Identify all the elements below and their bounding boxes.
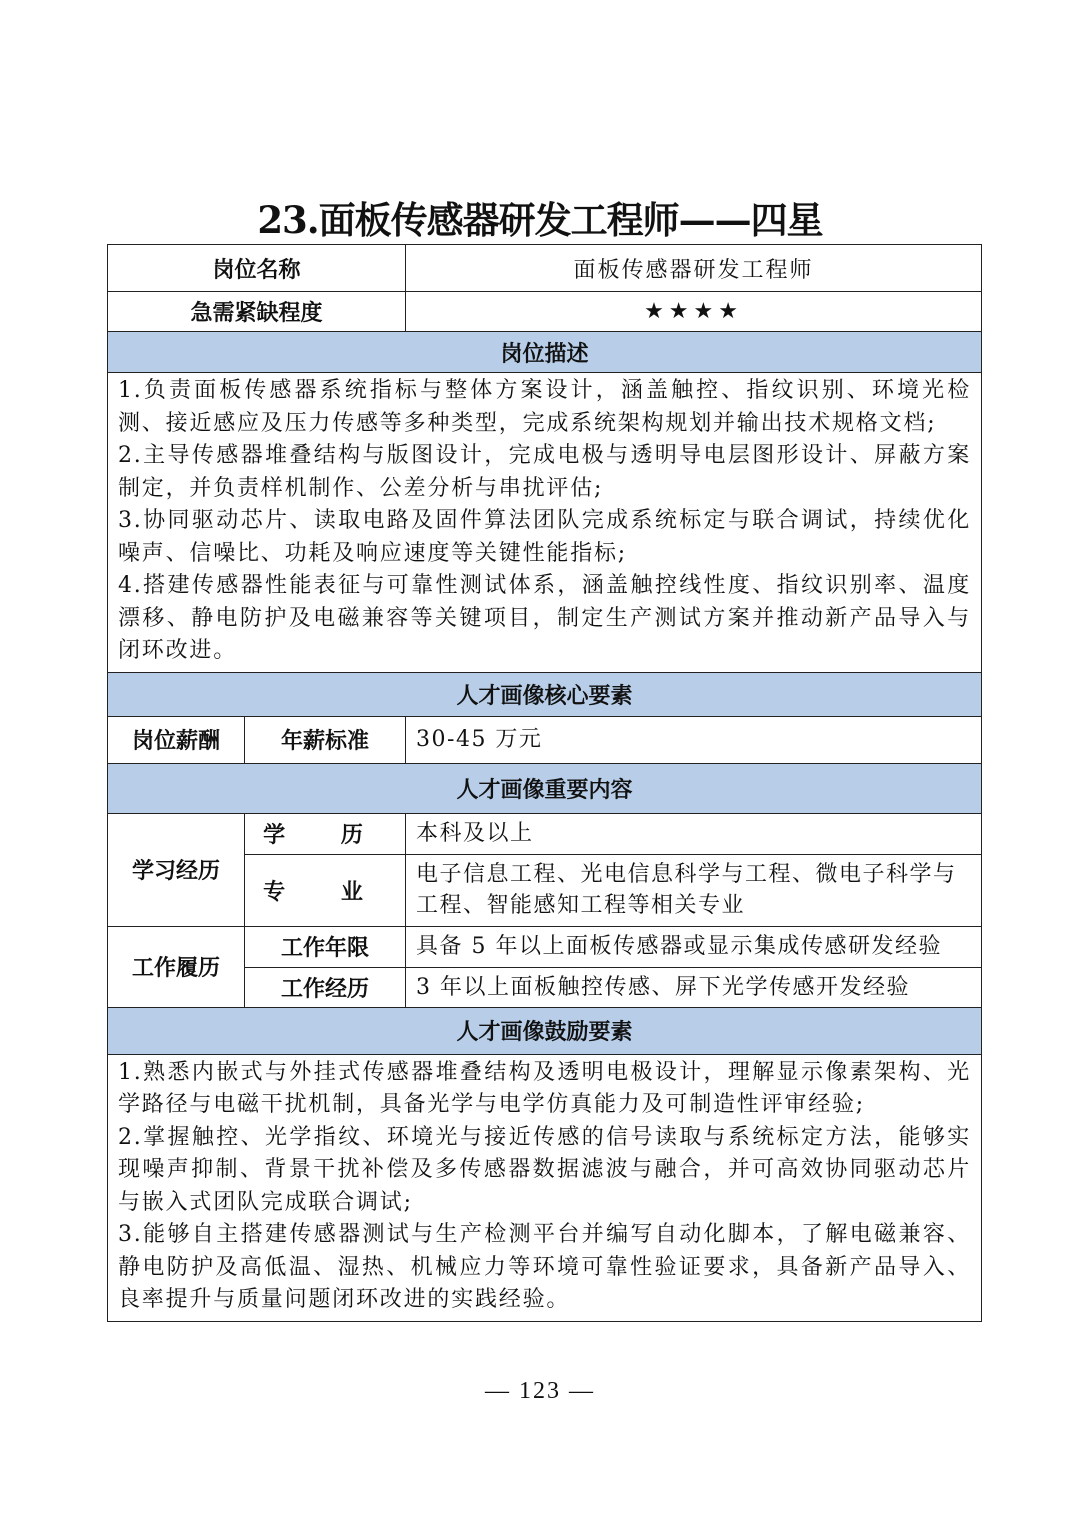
work-years-label: 工作年限 [245, 926, 406, 967]
encouraged-item: 2.掌握触控、光学指纹、环境光与接近传感的信号读取与系统标定方法，能够实现噪声抑制、背景干扰补偿及多传感器数据滤波与融合，并可高效协同驱动芯片与嵌入式团队完成联合调试; [118, 1124, 972, 1215]
job-description-row [108, 373, 982, 673]
encouraged-elements-header-row [108, 1007, 982, 1054]
core-elements-header: 人才画像核心要素 [108, 672, 982, 716]
job-description-item: 1.负责面板传感器系统指标与整体方案设计，涵盖触控、指纹识别、环境光检测、接近感应及压力传感等多种类型，完成系统架构规划并输出技术规格文档; [118, 378, 972, 436]
job-description-item: 4.搭建传感器性能表征与可靠性测试体系，涵盖触控线性度、指纹识别率、温度漂移、静电防护及电磁兼容等关键项目，制定生产测试方案并推动新产品导入与闭环改进。 [118, 573, 972, 663]
encouraged-elements-text [108, 1054, 982, 1321]
job-profile-table [107, 244, 982, 1322]
core-elements-header-row [108, 672, 982, 716]
major-value: 电子信息工程、光电信息科学与工程、微电子科学与工程、智能感知工程等相关专业 [406, 854, 982, 926]
position-name-value: 面板传感器研发工程师 [406, 245, 982, 292]
job-description-text [108, 373, 982, 673]
urgency-row [108, 292, 982, 332]
salary-label: 岗位薪酬 [108, 716, 245, 763]
position-name-label: 岗位名称 [108, 245, 406, 292]
salary-value: 30-45 万元 [406, 716, 982, 763]
important-content-header-row [108, 763, 982, 813]
urgency-stars: ★★★★ [406, 292, 982, 332]
position-name-row [108, 245, 982, 292]
study-label: 学习经历 [108, 813, 245, 926]
work-label: 工作履历 [108, 926, 245, 1007]
degree-value: 本科及以上 [406, 813, 982, 854]
major-label: 专 业 [245, 854, 406, 926]
encouraged-item: 3.能够自主搭建传感器测试与生产检测平台并编写自动化脚本，了解电磁兼容、静电防护及高低温、湿热、机械应力等环境可靠性验证要求，具备新产品导入、良率提升与质量问题闭环改进的实践经验。 [118, 1222, 972, 1312]
page-number: — 123 — [485, 1378, 595, 1404]
salary-row [108, 716, 982, 763]
job-description-header-row [108, 332, 982, 373]
work-years-row [108, 926, 982, 967]
job-description-header: 岗位描述 [108, 332, 982, 373]
page-title: 23.面板传感器研发工程师——四星 [257, 198, 823, 242]
urgency-label: 急需紧缺程度 [108, 292, 406, 332]
work-experience-value: 3 年以上面板触控传感、屏下光学传感开发经验 [406, 967, 982, 1007]
degree-label: 学 历 [245, 813, 406, 854]
encouraged-elements-header: 人才画像鼓励要素 [108, 1007, 982, 1054]
salary-sub-label: 年薪标准 [245, 716, 406, 763]
job-description-item: 2.主导传感器堆叠结构与版图设计，完成电极与透明导电层图形设计、屏蔽方案制定，并负责样机制作、公差分析与串扰评估; [118, 443, 972, 501]
encouraged-item: 1.熟悉内嵌式与外挂式传感器堆叠结构及透明电极设计，理解显示像素架构、光学路径与电磁干扰机制，具备光学与电学仿真能力及可制造性评审经验; [118, 1059, 972, 1117]
work-years-value: 具备 5 年以上面板传感器或显示集成传感研发经验 [406, 926, 982, 967]
job-description-item: 3.协同驱动芯片、读取电路及固件算法团队完成系统标定与联合调试，持续优化噪声、信噪比、功耗及响应速度等关键性能指标; [118, 508, 972, 566]
encouraged-elements-row [108, 1054, 982, 1321]
important-content-header: 人才画像重要内容 [108, 763, 982, 813]
work-experience-label: 工作经历 [245, 967, 406, 1007]
degree-row [108, 813, 982, 854]
